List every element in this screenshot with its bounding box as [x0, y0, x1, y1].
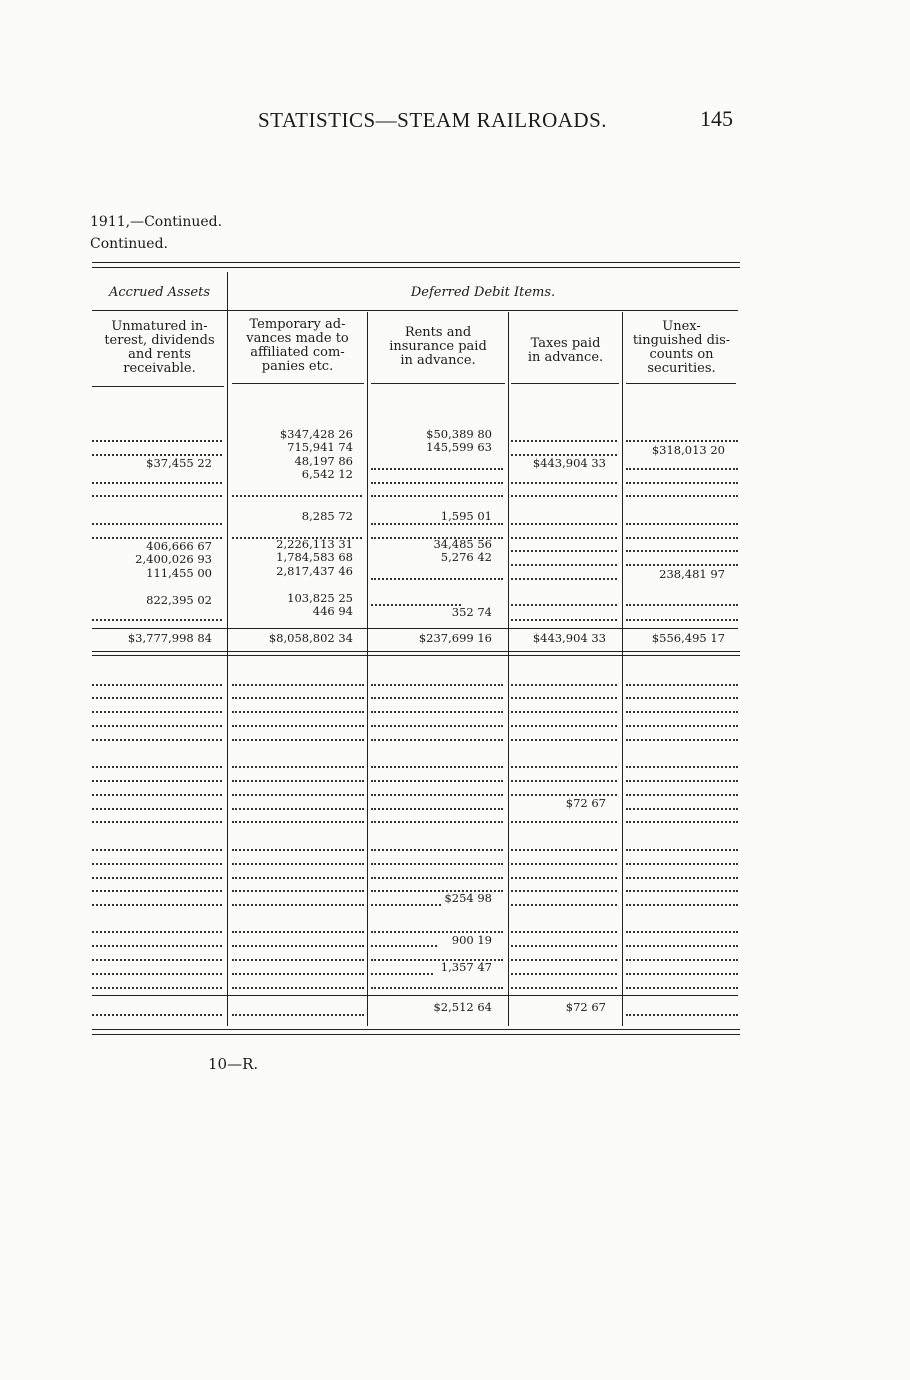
value-c4-lower: $72 67 — [565, 796, 606, 810]
column-header-unextinguished-discounts: Unex- tinguished dis- counts on securities. — [632, 319, 731, 376]
section-deferred-debit-items: Deferred Debit Items. — [410, 285, 556, 300]
value-c3: $50,389 80 — [426, 427, 492, 441]
value-c2: $347,428 26 — [279, 427, 353, 441]
value-c1: 111,455 00 — [146, 566, 212, 580]
value-c1: 822,395 02 — [146, 593, 212, 607]
totals-rule-bottom-2 — [92, 655, 740, 656]
value-c1: 2,400,026 93 — [135, 552, 212, 566]
value-c2: 8,285 72 — [301, 509, 353, 523]
column-header-temporary-advances: Temporary ad- vances made to affiliated com- panies etc. — [246, 317, 349, 374]
running-title: STATISTICS—STEAM RAILROADS. — [258, 108, 608, 132]
value-c3-lower: 1,357 47 — [440, 960, 492, 974]
value-c4: $443,904 33 — [532, 456, 606, 470]
value-c3: 1,595 01 — [440, 509, 492, 523]
table-bottom-rule-2 — [92, 1034, 740, 1035]
header-rule — [232, 383, 364, 384]
value-c1: $37,455 22 — [146, 456, 212, 470]
total-c5: $556,495 17 — [651, 631, 725, 645]
value-c5: 238,481 97 — [659, 567, 725, 581]
column-header-rents-insurance: Rents and insurance paid in advance. — [389, 325, 487, 368]
value-c3: 34,485 56 — [433, 537, 492, 551]
value-c2: 103,825 25 — [287, 591, 353, 605]
total2-c3: $2,512 64 — [433, 1000, 492, 1014]
column-divider — [508, 312, 509, 1026]
column-divider — [367, 312, 368, 1026]
table-bottom-rule — [92, 1029, 740, 1030]
value-c1: 406,666 67 — [146, 539, 212, 553]
table-top-rule-2 — [92, 267, 740, 268]
value-c3: 5,276 42 — [440, 550, 492, 564]
totals-rule-bottom — [92, 651, 740, 652]
column-divider — [622, 312, 623, 1026]
total-c1: $3,777,998 84 — [127, 631, 212, 645]
section-rule — [92, 310, 738, 311]
continued-note: Continued. — [90, 236, 168, 252]
continued-note-year: 1911,—Continued. — [90, 214, 223, 230]
total-c2: $8,058,802 34 — [268, 631, 353, 645]
totals2-rule-top — [92, 995, 738, 996]
value-c3: 145,599 63 — [426, 440, 492, 454]
column-divider — [227, 272, 228, 1026]
header-rule — [626, 383, 736, 384]
value-c2: 2,226,113 31 — [276, 537, 353, 551]
header-rule — [511, 383, 619, 384]
value-c3-lower: $254 98 — [444, 891, 492, 905]
column-header-unmatured-interest: Unmatured in- terest, dividends and rents receivable. — [104, 319, 215, 376]
totals-rule-top — [92, 628, 738, 629]
value-c2: 1,784,583 68 — [276, 550, 353, 564]
header-rule — [92, 386, 224, 387]
signature-mark: 10—R. — [208, 1055, 259, 1073]
header-rule — [371, 383, 505, 384]
column-header-taxes-paid: Taxes paid in advance. — [527, 336, 604, 365]
value-c2: 2,817,437 46 — [276, 564, 353, 578]
value-c5: $318,013 20 — [651, 443, 725, 457]
value-c3-lower: 900 19 — [451, 933, 492, 947]
total-c3: $237,699 16 — [418, 631, 492, 645]
value-c2: 715,941 74 — [287, 440, 353, 454]
total2-c4: $72 67 — [565, 1000, 606, 1014]
value-c3: 352 74 — [451, 605, 492, 619]
total-c4: $443,904 33 — [532, 631, 606, 645]
section-accrued-assets: Accrued Assets — [108, 285, 210, 300]
value-c2: 6,542 12 — [301, 467, 353, 481]
page-number: 145 — [700, 106, 733, 131]
table-top-rule — [92, 262, 740, 263]
value-c2: 48,197 86 — [294, 454, 353, 468]
value-c2: 446 94 — [312, 604, 353, 618]
